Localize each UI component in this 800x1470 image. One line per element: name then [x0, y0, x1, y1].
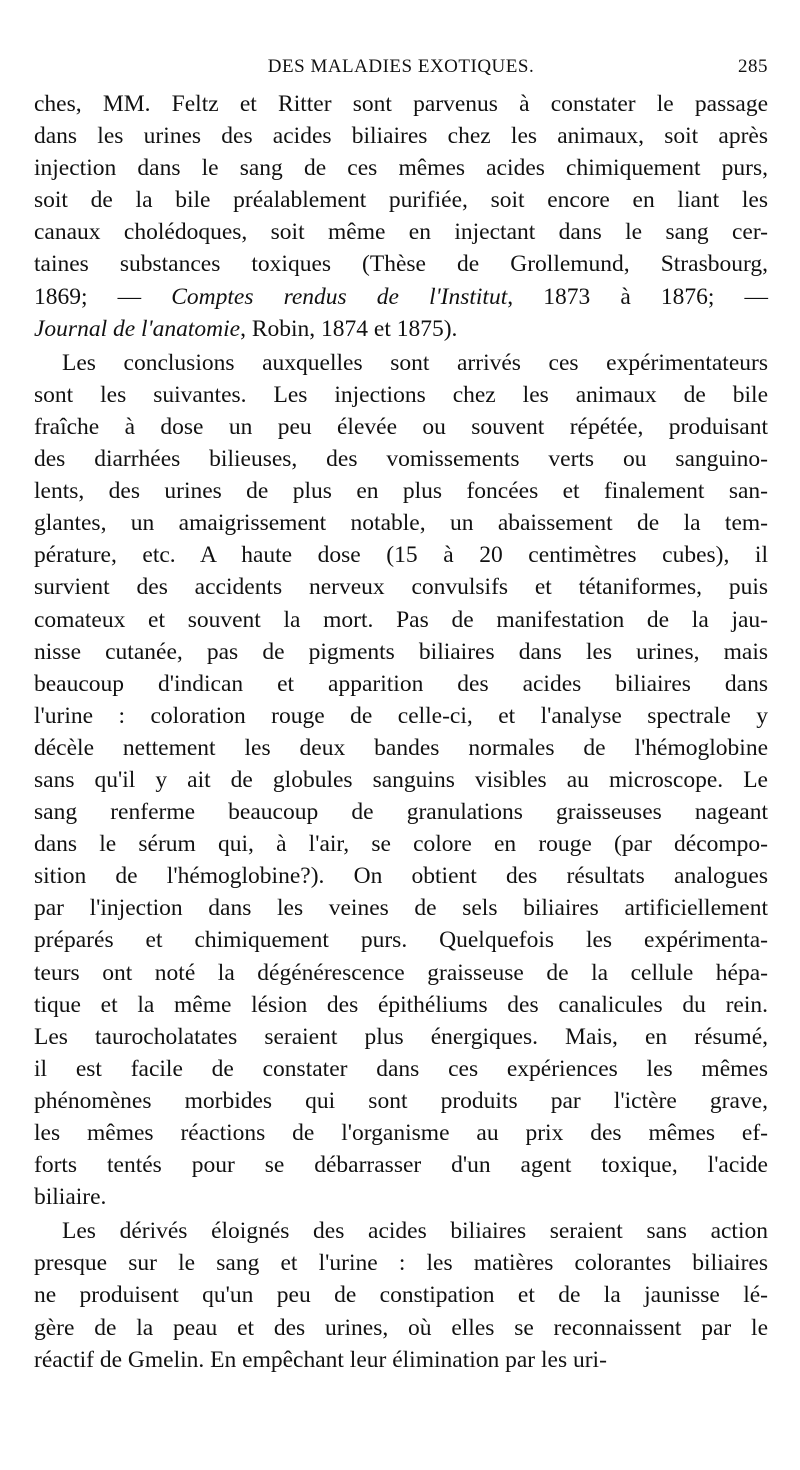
text-line: taines substances toxiques (Thèse de Grollemund, Strasbourg, [34, 251, 768, 278]
text-line: Les taurocholatates seraient plus énergiques. Mais, en résumé, [34, 1023, 768, 1050]
page-header [34, 56, 768, 88]
text-line: il est facile de constater dans ces expériences les mêmes [34, 1055, 768, 1082]
text-line: sont les suivantes. Les injections chez les animaux de bile [34, 381, 768, 408]
book-page [34, 56, 768, 1376]
text-line: comateux et souvent la mort. Pas de manifestation de la jau- [34, 606, 768, 633]
text-line: forts tentés pour se débarrasser d'un agent toxique, l'acide [34, 1152, 768, 1179]
text-line: ne produisent qu'un peu de constipation et de la jaunisse lé- [34, 1282, 768, 1309]
text-line: les mêmes réactions de l'organisme au prix des mêmes ef- [34, 1120, 768, 1146]
text-line: soit de la bile préalablement purifiée, soit encore en liant les [34, 187, 768, 214]
text-line: réactif de Gmelin. En empêchant leur élimination par les uri- [34, 1346, 607, 1373]
text-line: biliaire. [34, 1184, 107, 1211]
text-line: préparés et chimiquement purs. Quelquefois les expérimenta- [34, 927, 768, 954]
text-line: phénomènes morbides qui sont produits par l'ictère grave, [34, 1087, 768, 1114]
text-line: l'urine : coloration rouge de celle-ci, et l'analyse spectrale y [34, 702, 768, 729]
text-line: fraîche à dose un peu élevée ou souvent répétée, produisant [34, 413, 768, 440]
text-line: des diarrhées bilieuses, des vomissements verts ou sanguino- [34, 446, 768, 473]
text-line: Les conclusions auxquelles sont arrivés ces expérimentateurs [62, 349, 768, 376]
text-line: beaucoup d'indican et apparition des acides biliaires dans [34, 670, 768, 697]
text-line: injection dans le sang de ces mêmes acides chimiquement purs, [34, 155, 768, 182]
text-line: Journal de l'anatomie, Robin, 1874 et 1875). [34, 315, 458, 342]
text-line: canaux cholédoques, soit même en injectant dans le sang cer- [34, 219, 768, 246]
text-line: nisse cutanée, pas de pigments biliaires dans les urines, mais [34, 638, 768, 665]
running-title: DES MALADIES EXOTIQUES. [267, 56, 535, 77]
text-line: sang renferme beaucoup de granulations graisseuses nageant [34, 799, 768, 826]
text-line: sition de l'hémoglobine?). On obtient des résultats analogues [34, 863, 768, 890]
text-line: décèle nettement les deux bandes normales de l'hémoglobine [34, 734, 768, 761]
page-number: 285 [738, 56, 768, 77]
text-line: tique et la même lésion des épithéliums des canalicules du rein. [34, 991, 768, 1018]
text-line: dans les urines des acides biliaires chez les animaux, soit après [34, 123, 768, 150]
text-line: glantes, un amaigrissement notable, un abaissement de la tem- [34, 510, 768, 537]
text-line: sans qu'il y ait de globules sanguins visibles au microscope. Le [34, 766, 768, 793]
text-line: dans le sérum qui, à l'air, se colore en rouge (par décompo- [34, 831, 768, 858]
text-line: teurs ont noté la dégénérescence graisseuse de la cellule hépa- [34, 959, 768, 986]
text-line: lents, des urines de plus en plus foncées et finalement san- [34, 478, 768, 505]
body-text [34, 88, 768, 1376]
text-line: survient des accidents nerveux convulsifs et tétaniformes, puis [34, 574, 768, 601]
text-line: 1869; — Comptes rendus de l'Institut, 1873 à 1876; — [34, 283, 769, 310]
text-line: Les dérivés éloignés des acides biliaires seraient sans action [62, 1218, 768, 1245]
text-line: pérature, etc. A haute dose (15 à 20 centimètres cubes), il [34, 542, 768, 569]
text-line: par l'injection dans les veines de sels biliaires artificiellement [34, 895, 768, 922]
text-line: gère de la peau et des urines, où elles se reconnaissent par le [34, 1314, 768, 1341]
text-line: ches, MM. Feltz et Ritter sont parvenus à constater le passage [34, 91, 768, 117]
text-line: presque sur le sang et l'urine : les matières colorantes biliaires [34, 1250, 768, 1277]
